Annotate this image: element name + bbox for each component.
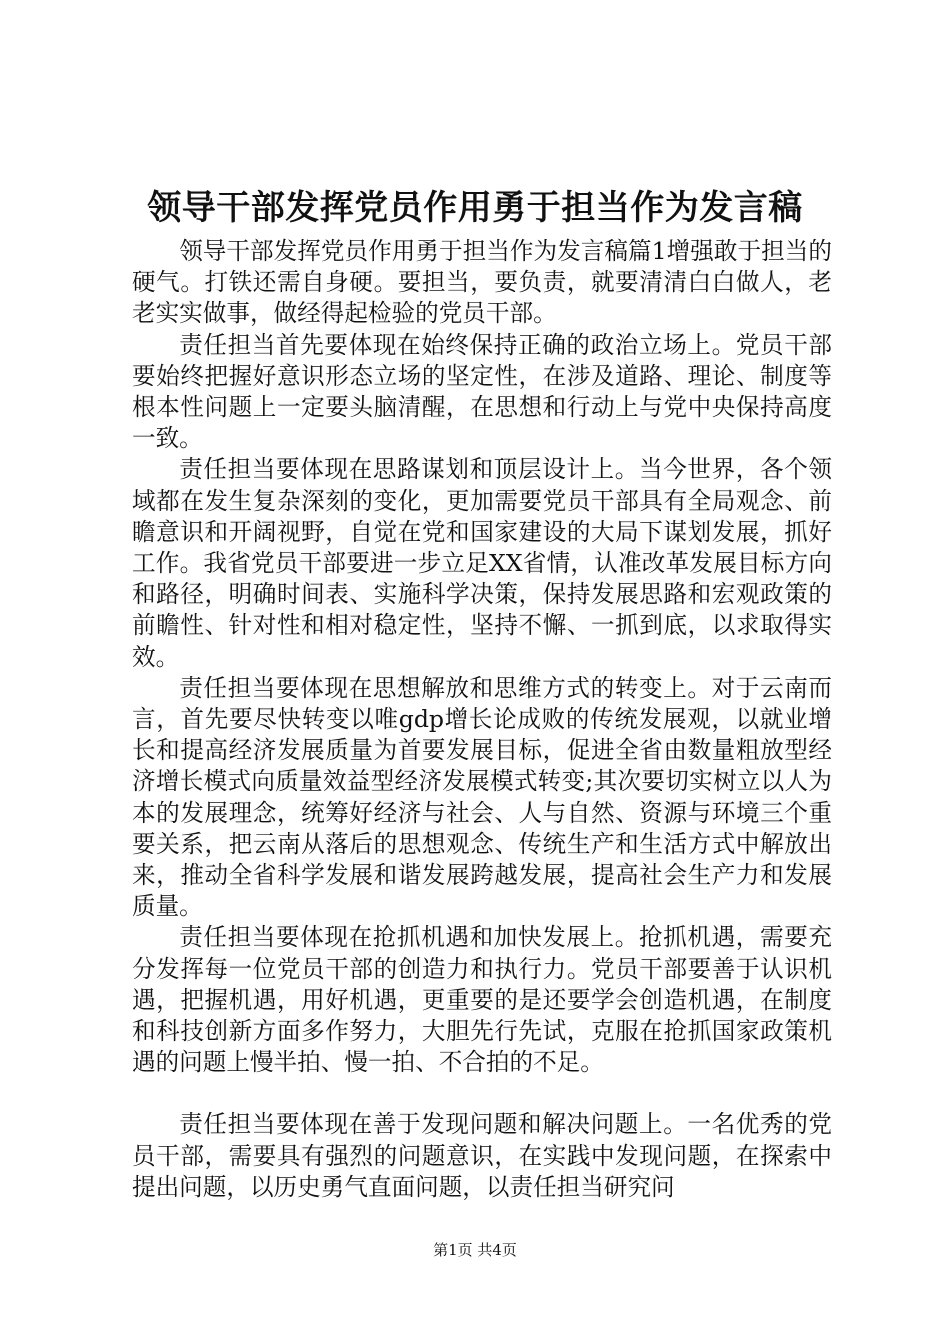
paragraph: 领导干部发挥党员作用勇于担当作为发言稿篇1增强敢于担当的硬气。打铁还需自身硬。要担当，要负责，就要清清白白做人，老老实实做事，做经得起检验的党员干部。 bbox=[132, 237, 832, 328]
document-body bbox=[132, 236, 832, 1203]
document-title: 领导干部发挥党员作用勇于担当作为发言稿 bbox=[147, 188, 803, 228]
paragraph: 责任担当首先要体现在始终保持正确的政治立场上。党员干部要始终把握好意识形态立场的坚定性，在涉及道路、理论、制度等根本性问题上一定要头脑清醒，在思想和行动上与党中央保持高度一致。 bbox=[132, 330, 832, 453]
paragraph: 责任担当要体现在思想解放和思维方式的转变上。对于云南而言，首先要尽快转变以唯gdp增长论成败的传统发展观，以就业增长和提高经济发展质量为首要发展目标，促进全省由数量粗放型经济增长模式向质量效益型经济发展模式转变;其次要切实树立以人为本的发展理念，统筹好经济与社会、人与自然、资源与环境三个重要关系，把云南从落后的思想观念、传统生产和生活方式中解放出来，推动全省科学发展和谐发展跨越发展，提高社会生产力和发展质量。 bbox=[132, 673, 832, 921]
paragraph: 责任担当要体现在思路谋划和顶层设计上。当今世界，各个领域都在发生复杂深刻的变化，更加需要党员干部具有全局观念、前瞻意识和开阔视野，自觉在党和国家建设的大局下谋划发展，抓好工作。我省党员干部要进一步立足XX省情，认准改革发展目标方向和路径，明确时间表、实施科学决策，保持发展思路和宏观政策的前瞻性、针对性和相对稳定性，坚持不懈、一抓到底，以求取得实效。 bbox=[132, 455, 832, 671]
paragraph: 责任担当要体现在抢抓机遇和加快发展上。抢抓机遇，需要充分发挥每一位党员干部的创造力和执行力。党员干部要善于认识机遇，把握机遇，用好机遇，更重要的是还要学会创造机遇，在制度和科技创新方面多作努力，大胆先行先试，克服在抢抓国家政策机遇的问题上慢半拍、慢一拍、不合拍的不足。 bbox=[132, 923, 832, 1077]
paragraph: 责任担当要体现在善于发现问题和解决问题上。一名优秀的党员干部，需要具有强烈的问题意识，在实践中发现问题，在探索中提出问题，以历史勇气直面问题，以责任担当研究问 bbox=[132, 1110, 832, 1201]
page-number-footer: 第1页 共4页 bbox=[433, 1241, 517, 1259]
